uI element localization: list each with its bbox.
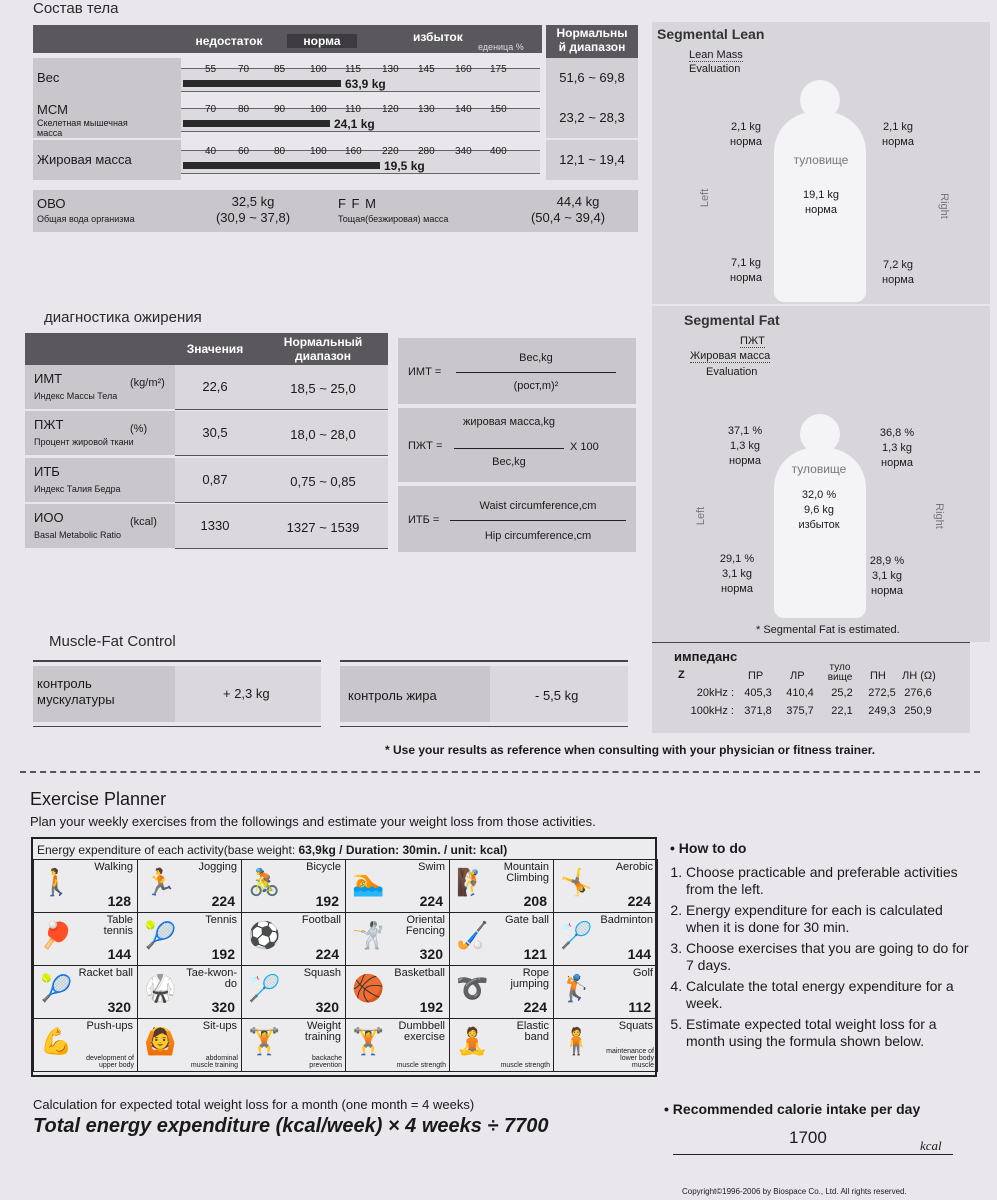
exercise-cell [345,912,450,966]
exercise-table [31,837,657,1077]
exercise-cell [241,965,346,1019]
ffm-value: 44,4 kg [556,194,600,209]
fat-left-label: Left [695,506,708,526]
body-comp-tick: 115 [345,64,361,75]
obesity-header [25,333,388,365]
exercise-kcal: 208 [523,893,547,909]
impedance-value: 272,5 [868,687,896,699]
exercise-icon: 🏸 [248,973,281,1003]
fat-control-box [340,660,628,727]
exercise-cell [241,1018,346,1072]
impedance-col-ln: ЛН (Ω) [902,670,936,682]
body-comp-tick: 400 [490,146,507,157]
obesity-row-sub: Процент жировой ткани [34,437,134,447]
exercise-name: Gate ball [504,914,549,926]
impedance-value: 410,4 [786,687,814,699]
exercise-name: Jogging [198,861,237,873]
impedance-col-pn: ПН [870,670,886,682]
fat-left-arm-value: 1,3 kg [730,440,760,452]
impedance-value: 375,7 [786,705,814,717]
fat-trunk-label: туловище [791,462,847,476]
obesity-row-label: ИТБ [34,464,60,479]
impedance-title: импеданс [674,649,738,664]
impedance-freq: 20kHz : [696,687,734,699]
exercise-icon: 🚴 [248,867,281,897]
impedance-col-trunk: туло вище [827,662,853,683]
impedance-value: 22,1 [831,705,853,717]
calc-note: Calculation for expected total weight loss for a month (one month = 4 weeks) [33,1097,475,1112]
body-comp-tick: 140 [455,104,472,115]
exercise-kcal: 224 [211,893,235,909]
fat-right-leg-value: 3,1 kg [872,570,902,582]
body-comp-tick: 70 [238,64,250,75]
obesity-row-value: 0,87 [202,472,228,487]
exercise-icon: 🎾 [144,920,177,950]
body-comp-tick: 80 [238,104,250,115]
exercise-icon: 🥋 [144,973,177,1003]
body-comp-value: 63,9 kg [345,77,386,91]
exercise-cell [33,859,138,913]
exercise-kcal: 121 [523,946,547,962]
body-comp-row-label: Вес [37,70,60,85]
fat-trunk-eval: избыток [798,519,840,531]
exercise-name: Sit-ups [202,1020,237,1032]
exercise-cell [137,965,242,1019]
recommended-value: 1700 [789,1128,827,1147]
weight-loss-formula: Total energy expenditure (kcal/week) × 4 weeks ÷ 7700 [33,1115,549,1137]
exercise-icon: 🤺 [352,920,385,950]
exercise-table-header [37,843,507,857]
lean-left-arm-value: 2,1 kg [731,121,761,133]
exercise-icon: 🏋 [248,1026,281,1056]
exercise-name: Tae-kwon-do [186,967,237,990]
exercise-cell [345,965,450,1019]
recommended-field [673,1122,953,1155]
exercise-cell [449,1018,554,1072]
exercise-icon: ➰ [456,973,489,1003]
header-excess: избыток [413,30,463,44]
muscle-control-label: контроль мускулатуры [37,676,115,707]
exercise-icon: 🏓 [40,920,73,950]
body-composition-header [33,25,542,53]
exercise-cell [449,912,554,966]
recommended-title-text: Recommended calorie intake per day [672,1101,921,1117]
copyright: Copyright©1996-2006 by Biospace Co., Ltd. All rights reserved. [682,1187,907,1196]
exercise-cell [449,965,554,1019]
exercise-name: Tennis [205,914,237,926]
formula-itb-lhs: ИТБ = [408,514,440,526]
exercise-kcal: 128 [107,893,131,909]
exercise-note: backache prevention [309,1055,342,1069]
body-comp-tick: 100 [310,104,327,115]
impedance-col-pr: ПР [748,670,764,682]
exercise-name: Mountain Climbing [503,861,549,884]
fat-head-figure [800,414,840,454]
disclaimer: * Use your results as reference when consulting with your physician or fitness trainer. [385,743,876,757]
exercise-name: Weight training [304,1020,341,1043]
body-comp-row-label: Жировая масса [37,152,132,167]
formula-imt [398,338,636,404]
body-comp-bar [183,162,380,169]
obesity-row-sub: Индекс Талия Бедра [34,484,121,494]
fat-control-label: контроль жира [348,688,437,703]
impedance-value: 276,6 [904,687,932,699]
body-comp-row-label: МСМ [37,102,68,117]
obesity-row-sub: Индекс Массы Тела [34,391,118,401]
how-to-title-text: How to do [678,840,747,856]
exercise-icon: 🎾 [40,973,73,1003]
fat-right-arm-pct: 36,8 % [879,427,915,439]
obesity-row-label: ПЖТ [34,417,64,432]
obesity-row-range: 18,5 ~ 25,0 [290,381,356,396]
exercise-header-weight: 63,9kg [298,843,336,857]
exercise-name: Elastic band [516,1020,549,1043]
lean-left-leg-value: 7,1 kg [731,257,761,269]
header-normal: норма [287,34,357,48]
body-comp-tick: 130 [382,64,399,75]
exercise-name: Football [301,914,341,926]
exercise-name: Rope jumping [510,967,549,990]
exercise-kcal: 224 [419,893,443,909]
exercise-kcal: 320 [211,999,235,1015]
impedance-col-lr: ЛР [790,670,805,682]
exercise-name: Push-ups [86,1020,133,1032]
exercise-name: Squash [303,967,341,979]
divider [20,771,980,773]
body-comp-bar [183,120,330,127]
obesity-col-values: Значения [186,342,244,356]
impedance-value: 405,3 [744,687,772,699]
exercise-kcal: 224 [315,946,339,962]
body-comp-tick: 90 [274,104,286,115]
formula-itb-den: Hip circumference,cm [484,530,592,542]
body-comp-value: 19,5 kg [384,159,425,173]
segmental-fat-panel [652,306,990,642]
exercise-cell [553,1018,658,1072]
recommended-unit: kcal [920,1138,942,1153]
segmental-fat-note: * Segmental Fat is estimated. [756,624,900,636]
body-comp-tick: 85 [274,64,286,75]
formula-pzht-num: жировая масса,kg [462,416,556,428]
impedance-z: Z [678,669,685,681]
normal-range-header-l1: Нормальны [556,26,628,40]
how-to-title: • How to do [670,840,747,856]
fat-trunk-value: 9,6 kg [804,504,834,516]
formula-itb-line [450,520,626,521]
exercise-icon: 🤸 [560,867,593,897]
formula-itb [398,486,636,552]
exercise-header-c: / Duration: 30min. / unit: kcal) [335,843,508,857]
normal-range-header-l2: й диапазон [558,40,626,54]
fat-right-arm-eval: норма [881,457,913,469]
exercise-cell [553,859,658,913]
exercise-icon: 💪 [40,1026,73,1056]
exercise-icon: 🧘 [456,1026,489,1056]
exercise-icon: ⚽ [248,920,281,950]
obesity-row-label: ИМТ [34,371,63,386]
lean-trunk-eval: норма [805,204,837,216]
body-comp-bar [183,80,341,87]
body-comp-range: 23,2 ~ 28,3 [559,110,625,125]
obesity-row-unit: (%) [130,423,148,435]
exercise-icon: 🧗 [456,867,489,897]
fat-evaluation-label: Evaluation [706,366,758,378]
exercise-kcal: 320 [419,946,443,962]
ovo-range: (30,9 ~ 37,8) [215,210,291,225]
ffm-range: (50,4 ~ 39,4) [530,210,606,225]
ffm-sub: Тощая(безжировая) масса [338,214,449,224]
how-to-step: 4. Calculate the total energy expenditure for a week. [686,978,970,1012]
exercise-kcal: 224 [627,893,651,909]
exercise-kcal: 112 [628,999,651,1015]
formula-pzht-line [454,448,564,449]
obesity-row-sub: Basal Metabolic Ratio [34,530,122,540]
muscle-fat-title: Muscle-Fat Control [49,633,176,650]
exercise-icon: 🏋 [352,1026,385,1056]
how-to-panel [670,840,970,1054]
body-comp-tick: 110 [345,104,361,115]
fat-right-leg-pct: 28,9 % [869,555,905,567]
exercise-icon: 🙆 [144,1026,177,1056]
exercise-name: Badminton [600,914,653,926]
obesity-row-unit: (kcal) [130,516,157,528]
segmental-fat-title: Segmental Fat [684,312,780,328]
exercise-icon: 🚶 [40,867,73,897]
fat-right-arm-value: 1,3 kg [882,442,912,454]
exercise-cell [553,965,658,1019]
body-comp-tick: 145 [418,64,435,75]
body-comp-tick: 70 [205,104,217,115]
body-comp-tick: 280 [418,146,435,157]
body-comp-tick: 160 [345,146,362,157]
ovo-ffm-row [33,190,638,232]
exercise-note: maintenance of lower body muscle [606,1048,654,1069]
how-to-step: 2. Energy expenditure for each is calculated when it is done for 30 min. [686,902,970,936]
lean-evaluation-label: Evaluation [689,63,741,75]
exercise-cell [33,1018,138,1072]
impedance-value: 249,3 [868,705,896,717]
lean-mass-label: Lean Mass [689,49,743,61]
exercise-kcal: 192 [211,946,235,962]
exercise-note: abdominal muscle training [190,1055,238,1069]
obesity-row-range: 1327 ~ 1539 [286,520,360,535]
body-composition-title: Состав тела [33,0,119,17]
formula-imt-den: (рост,m)² [513,380,559,392]
exercise-cell [553,912,658,966]
formula-pzht-mult: X 100 [570,441,599,453]
ovo-value: 32,5 kg [231,194,275,209]
exercise-icon: 🧍 [560,1026,593,1056]
exercise-header-a: Energy expenditure of each activity(base weight: [37,843,299,857]
exercise-name: Dumbbell exercise [398,1020,445,1043]
exercise-name: Table tennis [103,914,133,937]
lean-right-leg-value: 7,2 kg [883,259,913,271]
exercise-name: Bicycle [306,861,341,873]
muscle-control-box [33,660,321,727]
exercise-icon: 🏌 [560,973,593,1003]
fat-left-leg-pct: 29,1 % [719,553,755,565]
segmental-lean-panel [652,22,990,304]
body-comp-tick: 100 [310,64,327,75]
body-comp-range: 51,6 ~ 69,8 [559,70,625,85]
body-comp-tick: 340 [455,146,472,157]
lean-right-leg-eval: норма [882,274,914,286]
body-comp-tick: 175 [490,64,507,75]
fat-left-arm-pct: 37,1 % [727,425,763,437]
lean-head-figure [800,80,840,120]
recommended-title: • Recommended calorie intake per day [664,1101,921,1117]
fat-left-leg-value: 3,1 kg [722,568,752,580]
formula-imt-lhs: ИМТ = [408,366,442,378]
body-comp-range: 12,1 ~ 19,4 [559,152,625,167]
body-comp-tick: 150 [490,104,507,115]
impedance-value: 25,2 [831,687,853,699]
impedance-value: 371,8 [744,705,772,717]
fat-pzht-label: ПЖТ [740,335,765,347]
body-comp-tick: 220 [382,146,399,157]
lean-right-label: Right [937,193,950,219]
exercise-name: Oriental Fencing [405,914,445,937]
header-deficit: недостаток [195,34,263,48]
exercise-cell [241,912,346,966]
body-comp-tick: 40 [205,146,217,157]
formula-pzht-den: Вес,kg [492,456,526,468]
body-comp-tick: 100 [310,146,327,157]
exercise-note: development of upper body [86,1055,134,1069]
fat-right-leg-eval: норма [871,585,903,597]
exercise-cell [241,859,346,913]
body-comp-tick: 130 [418,104,435,115]
body-comp-tick: 120 [382,104,399,115]
formula-pzht-lhs: ПЖТ = [408,440,443,452]
body-comp-value: 24,1 kg [334,117,375,131]
exercise-kcal: 224 [523,999,547,1015]
exercise-kcal: 192 [315,893,339,909]
body-comp-row-sub: Скелетная мышечная масса [37,118,128,138]
exercise-name: Swim [418,861,445,873]
exercise-cell [449,859,554,913]
fat-right-label: Right [932,503,945,529]
planner-title: Exercise Planner [30,789,167,809]
muscle-control-value: + 2,3 kg [223,686,270,701]
exercise-kcal: 144 [627,946,651,962]
exercise-icon: 🏊 [352,867,385,897]
ffm-label: F F M [338,196,377,211]
exercise-cell [345,1018,450,1072]
exercise-note: muscle strength [500,1062,550,1069]
exercise-name: Squats [618,1020,653,1032]
lean-right-arm-value: 2,1 kg [883,121,913,133]
formula-itb-num: Waist circumference,cm [479,500,597,512]
ovo-sub: Общая вода организма [37,214,135,224]
obesity-row-value: 22,6 [202,379,228,394]
normal-range-header [546,25,638,58]
how-to-step: 5. Estimate expected total weight loss for a month using the formula shown below. [686,1016,970,1050]
exercise-name: Basketball [394,967,445,979]
exercise-kcal: 144 [107,946,131,962]
exercise-kcal: 320 [107,999,131,1015]
obesity-row-range: 18,0 ~ 28,0 [290,427,356,442]
lean-right-arm-eval: норма [882,136,914,148]
lean-left-leg-eval: норма [730,272,762,284]
exercise-name: Golf [632,967,653,979]
exercise-cell [33,965,138,1019]
planner-subtitle: Plan your weekly exercises from the followings and estimate your weight loss from those activities. [30,814,596,829]
obesity-row-range: 0,75 ~ 0,85 [290,474,356,489]
lean-trunk-value: 19,1 kg [802,189,840,201]
body-comp-tick: 80 [274,146,286,157]
obesity-row-unit: (kg/m²) [130,377,165,389]
fat-left-arm-eval: норма [729,455,761,467]
how-to-list [670,864,970,1050]
impedance-value: 250,9 [904,705,932,717]
exercise-cell [137,859,242,913]
exercise-icon: 🏃 [144,867,177,897]
obesity-row-value: 1330 [200,518,230,533]
how-to-step: 1. Choose practicable and preferable activities from the left. [686,864,970,898]
exercise-note: muscle strength [396,1062,446,1069]
fat-control-value: - 5,5 kg [535,688,579,703]
lean-left-label: Left [699,188,712,208]
obesity-row-value: 30,5 [202,425,228,440]
exercise-name: Racket ball [78,967,133,979]
body-comp-tick: 160 [455,64,472,75]
ovo-label: ОВО [37,196,66,211]
lean-trunk-label: туловище [793,153,849,167]
fat-trunk-pct: 32,0 % [801,489,837,501]
obesity-row-label: ИОО [34,510,64,525]
segmental-lean-title: Segmental Lean [657,26,765,42]
header-unit: еденица % [478,42,524,52]
exercise-cell [137,912,242,966]
fat-left-leg-eval: норма [721,583,753,595]
exercise-icon: 🏀 [352,973,385,1003]
exercise-kcal: 192 [419,999,443,1015]
exercise-cell [137,1018,242,1072]
impedance-freq: 100kHz : [690,705,734,717]
body-comp-tick: 55 [205,64,217,75]
body-comp-tick: 60 [238,146,250,157]
fat-mass-label: Жировая масса [690,350,771,362]
lean-left-arm-eval: норма [730,136,762,148]
exercise-name: Walking [94,861,133,873]
how-to-step: 3. Choose exercises that you are going to do for 7 days. [686,940,970,974]
obesity-title: диагностика ожирения [44,309,202,326]
exercise-cell [345,859,450,913]
obesity-col-range: Нормальный диапазон [283,335,363,363]
formula-pzht [398,408,636,482]
exercise-cell [33,912,138,966]
exercise-icon: 🏸 [560,920,593,950]
exercise-icon: 🏑 [456,920,489,950]
impedance-panel [652,642,970,733]
formula-imt-num: Вес,kg [519,352,553,364]
exercise-kcal: 320 [315,999,339,1015]
formula-imt-line [456,372,616,373]
exercise-name: Aerobic [615,861,653,873]
